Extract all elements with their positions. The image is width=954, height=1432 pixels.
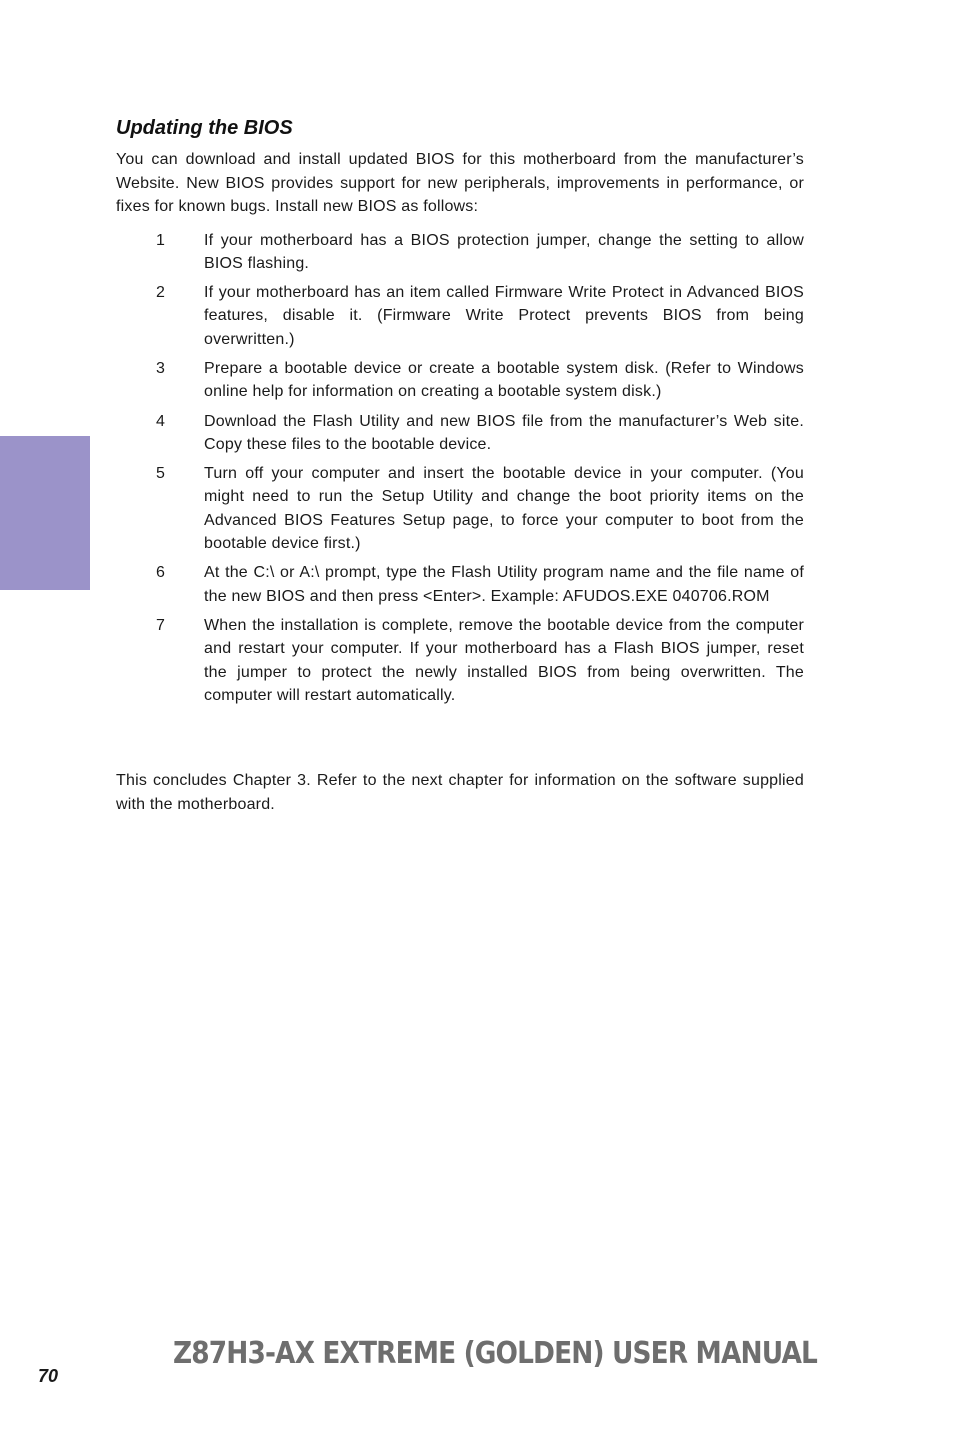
steps-list [116,229,804,708]
step-item [116,229,804,276]
step-text: Download the Flash Utility and new BIOS file from the manufacturer’s Web site. Copy these files to the bootable device. [204,412,804,453]
step-item [116,281,804,351]
page-number: 70 [38,1366,59,1386]
step-text: Turn off your computer and insert the bootable device in your computer. (You might need to run the Setup Utility and change the boot priority items on the Advanced BIOS Features Setup page, to force your computer to boot from the bootable device first.) [204,465,804,553]
intro-paragraph: You can download and install updated BIOS for this motherboard from the manufacturer’s Website. New BIOS provides support for new peripherals, improvements in performance, or fixes for known bugs. Install new BIOS as follows: [116,151,804,215]
page-content [116,114,804,816]
step-text: At the C:\ or A:\ prompt, type the Flash Utility program name and the file name of the new BIOS and then press <Enter>. Example: AFUDOS.EXE 040706.ROM [204,564,804,605]
step-number: 1 [156,231,166,249]
step-item [116,410,804,457]
step-item [116,614,804,707]
conclusion-paragraph: This concludes Chapter 3. Refer to the next chapter for information on the software supplied with the motherboard. [116,772,804,813]
step-number: 4 [156,412,166,430]
step-text: If your motherboard has an item called Firmware Write Protect in Advanced BIOS features, disable it. (Firmware Write Protect prevents BIOS from being overwritten.) [204,284,804,348]
step-item [116,561,804,608]
section-title: Updating the BIOS [116,117,293,139]
step-number: 7 [156,616,166,634]
manual-title: Z87H3-AX EXTREME (GOLDEN) USER MANUAL [173,1336,817,1371]
step-number: 3 [156,359,166,377]
step-text: If your motherboard has a BIOS protection jumper, change the setting to allow BIOS flashing. [204,231,804,272]
chapter-side-tab [0,436,90,590]
step-number: 2 [156,284,166,302]
step-text: When the installation is complete, remove the bootable device from the computer and restart your computer. If your motherboard has a Flash BIOS jumper, reset the jumper to protect the newly installed BIOS from being overwritten. The computer will restart automatically. [204,616,804,704]
step-item [116,357,804,404]
step-number: 6 [156,564,166,582]
step-number: 5 [156,465,166,483]
step-item [116,462,804,555]
step-text: Prepare a bootable device or create a bootable system disk. (Refer to Windows online help for information on creating a bootable system disk.) [204,359,804,401]
